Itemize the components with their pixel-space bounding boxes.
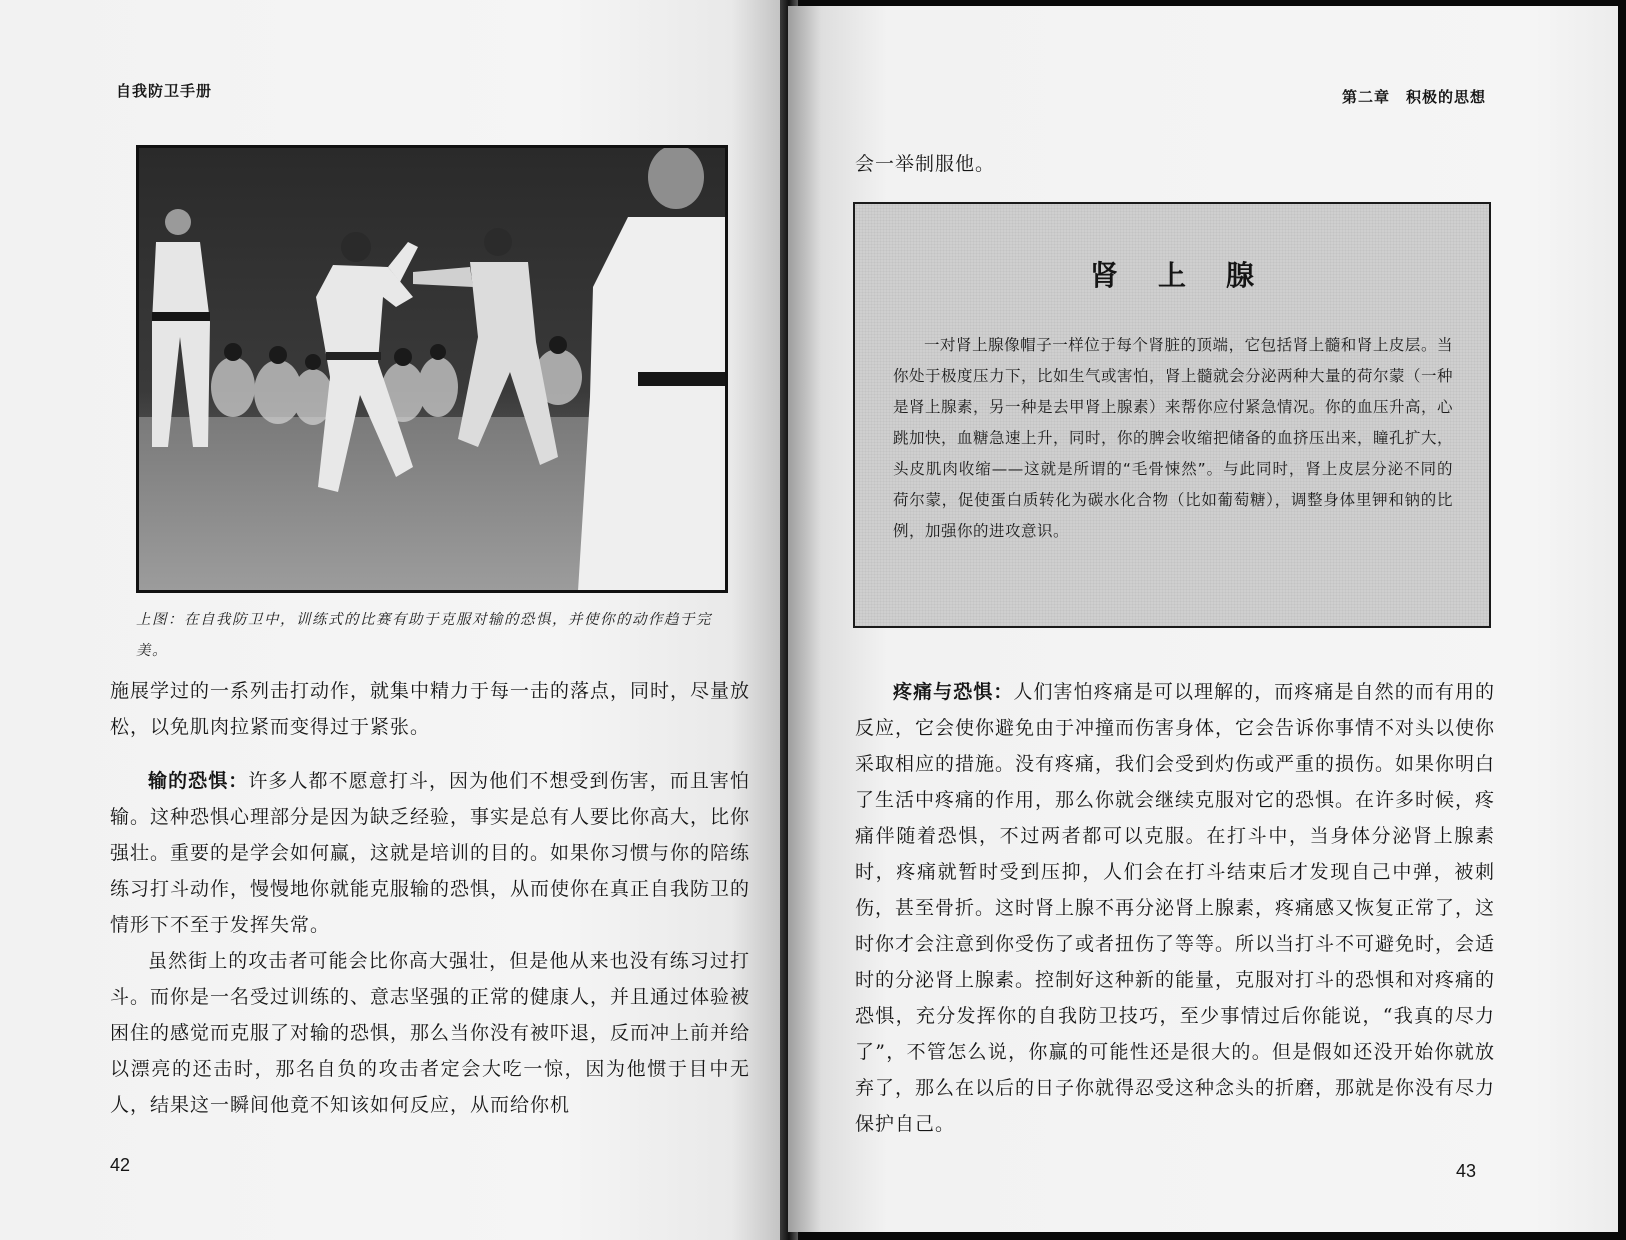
left-paragraph-1: 施展学过的一系列击打动作，就集中精力于每一击的落点，同时，尽量放松，以免肌肉拉紧而变得过于紧张。: [110, 680, 751, 738]
sidebar-body: 一对肾上腺像帽子一样位于每个肾脏的顶端，它包括肾上髓和肾上皮层。当你处于极度压力下，比如生气或害怕，肾上髓就会分泌两种大量的荷尔蒙（一种是肾上腺素，另一种是去甲肾上腺素）来帮你应付紧急情况。你的血压升高，心跳加快，血糖急速上升，同时，你的脾会收缩把储备的血挤压出来，瞳孔扩大，头皮肌肉收缩——这就是所谓的“毛骨悚然”。与此同时，肾上皮层分泌不同的荷尔蒙，促使蛋白质转化为碳水化合物（比如葡萄糖），调整身体里钾和钠的比例，加强你的进攻意识。: [893, 336, 1454, 540]
right-running-head: 第二章 积极的思想: [1341, 88, 1486, 106]
right-paragraph-1: [855, 674, 1495, 1142]
left-paragraph-2: [110, 763, 750, 943]
karate-sparring-photo: [136, 145, 728, 593]
right-paragraph-1-text: 人们害怕疼痛是可以理解的，而疼痛是自然的而有用的反应，它会使你避免由于冲撞而伤害身体，它会告诉你事情不对头以使你采取相应的措施。没有疼痛，我们会受到灼伤或严重的损伤。如果你明白了生活中疼痛的作用，那么你就会继续克服对它的恐惧。在许多时候，疼痛伴随着恐惧，不过两者都可以克服。在打斗中，当身体分泌肾上腺素时，疼痛就暂时受到压抑，人们会在打斗结束后才发现自己中弹，被刺伤，甚至骨折。这时肾上腺不再分泌肾上腺素，疼痛感又恢复正常了，这时你才会注意到你受伤了或者扭伤了等等。所以当打斗不可避免时，会适时的分泌肾上腺素。控制好这种新的能量，克服对打斗的恐惧和对疼痛的恐惧，充分发挥你的自我防卫技巧，至少事情过后你能说，“我真的尽力了”，不管怎么说，你赢的可能性还是很大的。但是假如还没开始你就放弃了，那么在以后的日子你就得忍受这种念头的折磨，那就是你没有尽力保护自己。: [855, 681, 1496, 1135]
karate-sparring-photo-icon: [138, 147, 726, 591]
left-page-number: 42: [110, 1155, 131, 1175]
pain-and-fear-heading: 疼痛与恐惧：: [893, 681, 1014, 703]
photo-caption: 上图：在自我防卫中，训练式的比赛有助于克服对输的恐惧，并使你的动作趋于完美。: [136, 612, 712, 659]
right-page-number: 43: [1455, 1161, 1476, 1181]
left-body-text: [110, 673, 750, 1123]
continuation-text: 会一举制服他。: [855, 153, 996, 175]
right-body-text: [855, 674, 1495, 1142]
left-paragraph-2-text: 许多人都不愿意打斗，因为他们不想受到伤害，而且害怕输。这种恐惧心理部分是因为缺乏经验，事实是总有人要比你高大，比你强壮。重要的是学会如何赢，这就是培训的目的。如果你习惯与你的陪练练习打斗动作，慢慢地你就能克服输的恐惧，从而使你在真正自我防卫的情形下不至于发挥失常。: [110, 770, 751, 936]
left-page: [0, 0, 795, 1240]
adrenal-gland-sidebar: [853, 202, 1491, 628]
left-paragraph-3: 虽然街上的攻击者可能会比你高大强壮，但是他从来也没有练习过打斗。而你是一名受过训练的、意志坚强的正常的健康人，并且通过体验被困住的感觉而克服了对输的恐惧，那么当你没有被吓退，反而冲上前并给以漂亮的还击时，那名自负的攻击者定会大吃一惊，因为他惯于目中无人，结果这一瞬间他竟不知该如何反应，从而给你机: [110, 950, 751, 1116]
sidebar-title: 肾上腺: [1089, 259, 1294, 292]
left-running-head: 自我防卫手册: [116, 82, 213, 100]
right-continuation-line: [855, 146, 1495, 182]
fear-of-losing-heading: 输的恐惧：: [148, 770, 249, 792]
right-page: [788, 6, 1618, 1232]
